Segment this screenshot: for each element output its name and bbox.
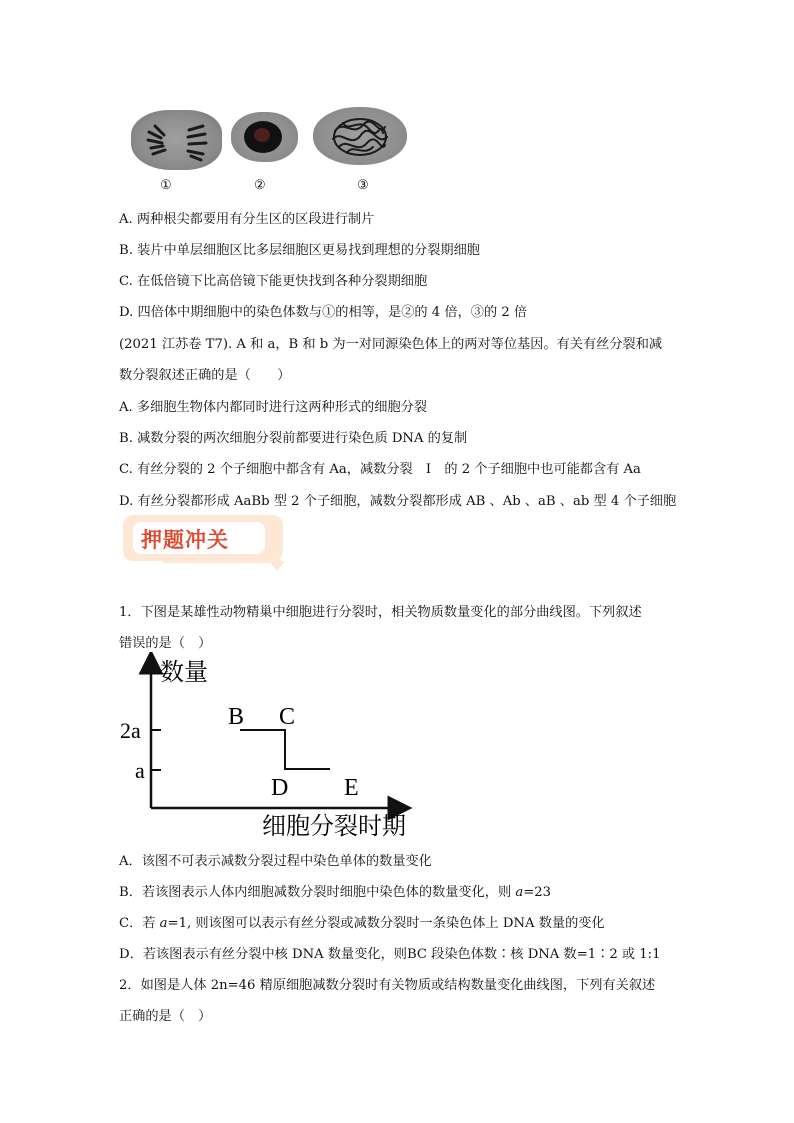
cell-image-1 <box>131 110 222 170</box>
q2-stem-line1: 2．如图是人体 2n=46 精原细胞减数分裂时有关物质或结构数量变化曲线图，下列有关叙述 <box>119 978 656 993</box>
y-axis-label: 数量 <box>160 660 208 686</box>
caption-3: ③ <box>357 178 369 193</box>
point-label-E: E <box>344 775 359 801</box>
q1-option-c: C．若 a=1, 则该图可以表示有丝分裂或减数分裂时一条染色体上 DNA 数量的变化 <box>119 916 605 931</box>
q1-stem-line1: 1．下图是某雄性动物精巢中细胞进行分裂时，相关物质数量变化的部分曲线图。下列叙述 <box>119 605 642 620</box>
cell-image-3 <box>313 107 407 165</box>
prev-option-c: C. 在低倍镜下比高倍镜下能更快找到各种分裂期细胞 <box>119 274 428 289</box>
x-axis-label: 细胞分裂时期 <box>262 814 406 840</box>
prev-option-b: B. 装片中单层细胞区比多层细胞区更易找到理想的分裂期细胞 <box>119 243 480 258</box>
q2021-option-d: D. 有丝分裂都形成 AaBb 型 2 个子细胞，减数分裂都形成 AB 、Ab 、aB 、ab 型 4 个子细胞 <box>119 494 677 509</box>
point-label-B: B <box>228 704 245 730</box>
prev-option-d: D. 四倍体中期细胞中的染色体数与①的相等，是②的 4 倍，③的 2 倍 <box>119 305 528 320</box>
y-tick-label-2a: 2a <box>120 718 141 743</box>
q2-stem-line2: 正确的是（ ） <box>119 1009 212 1024</box>
q2021-option-c: C. 有丝分裂的 2 个子细胞中都含有 Aa，减数分裂 I 的 2 个子细胞中也可能都含有 Aa <box>119 462 641 477</box>
q2021-stem-line2: 数分裂叙述正确的是（ ） <box>119 368 291 383</box>
q2021-option-b: B. 减数分裂的两次细胞分裂前都要进行染色质 DNA 的复制 <box>119 431 468 446</box>
cell-image-2 <box>231 112 298 162</box>
section-badge <box>123 515 283 567</box>
prev-option-a: A. 两种根尖都要用有分生区的区段进行制片 <box>119 212 375 227</box>
caption-2: ② <box>254 178 266 193</box>
quantity-chart <box>110 652 420 842</box>
q1-stem-line2: 错误的是（ ） <box>119 636 212 651</box>
q2021-stem-line1: (2021 江苏卷 T7). A 和 a，B 和 b 为一对同源染色体上的两对等位基因。有关有丝分裂和减 <box>119 337 663 352</box>
q2021-option-a: A. 多细胞生物体内都同时进行这两种形式的细胞分裂 <box>119 400 428 415</box>
point-label-D: D <box>271 775 289 801</box>
y-tick-label-a: a <box>135 758 145 783</box>
caption-1: ① <box>160 178 172 193</box>
q1-option-b: B．若该图表示人体内细胞减数分裂时细胞中染色体的数量变化，则 a=23 <box>119 885 552 900</box>
section-badge-label: 押题冲关 <box>141 528 229 552</box>
point-label-C: C <box>279 704 296 730</box>
q1-option-a: A．该图不可表示减数分裂过程中染色单体的数量变化 <box>119 854 432 869</box>
q1-option-d: D．若该图表示有丝分裂中核 DNA 数量变化，则BC 段染色体数∶核 DNA 数=1∶2 或 1:1 <box>119 947 661 962</box>
series-line <box>240 730 330 769</box>
